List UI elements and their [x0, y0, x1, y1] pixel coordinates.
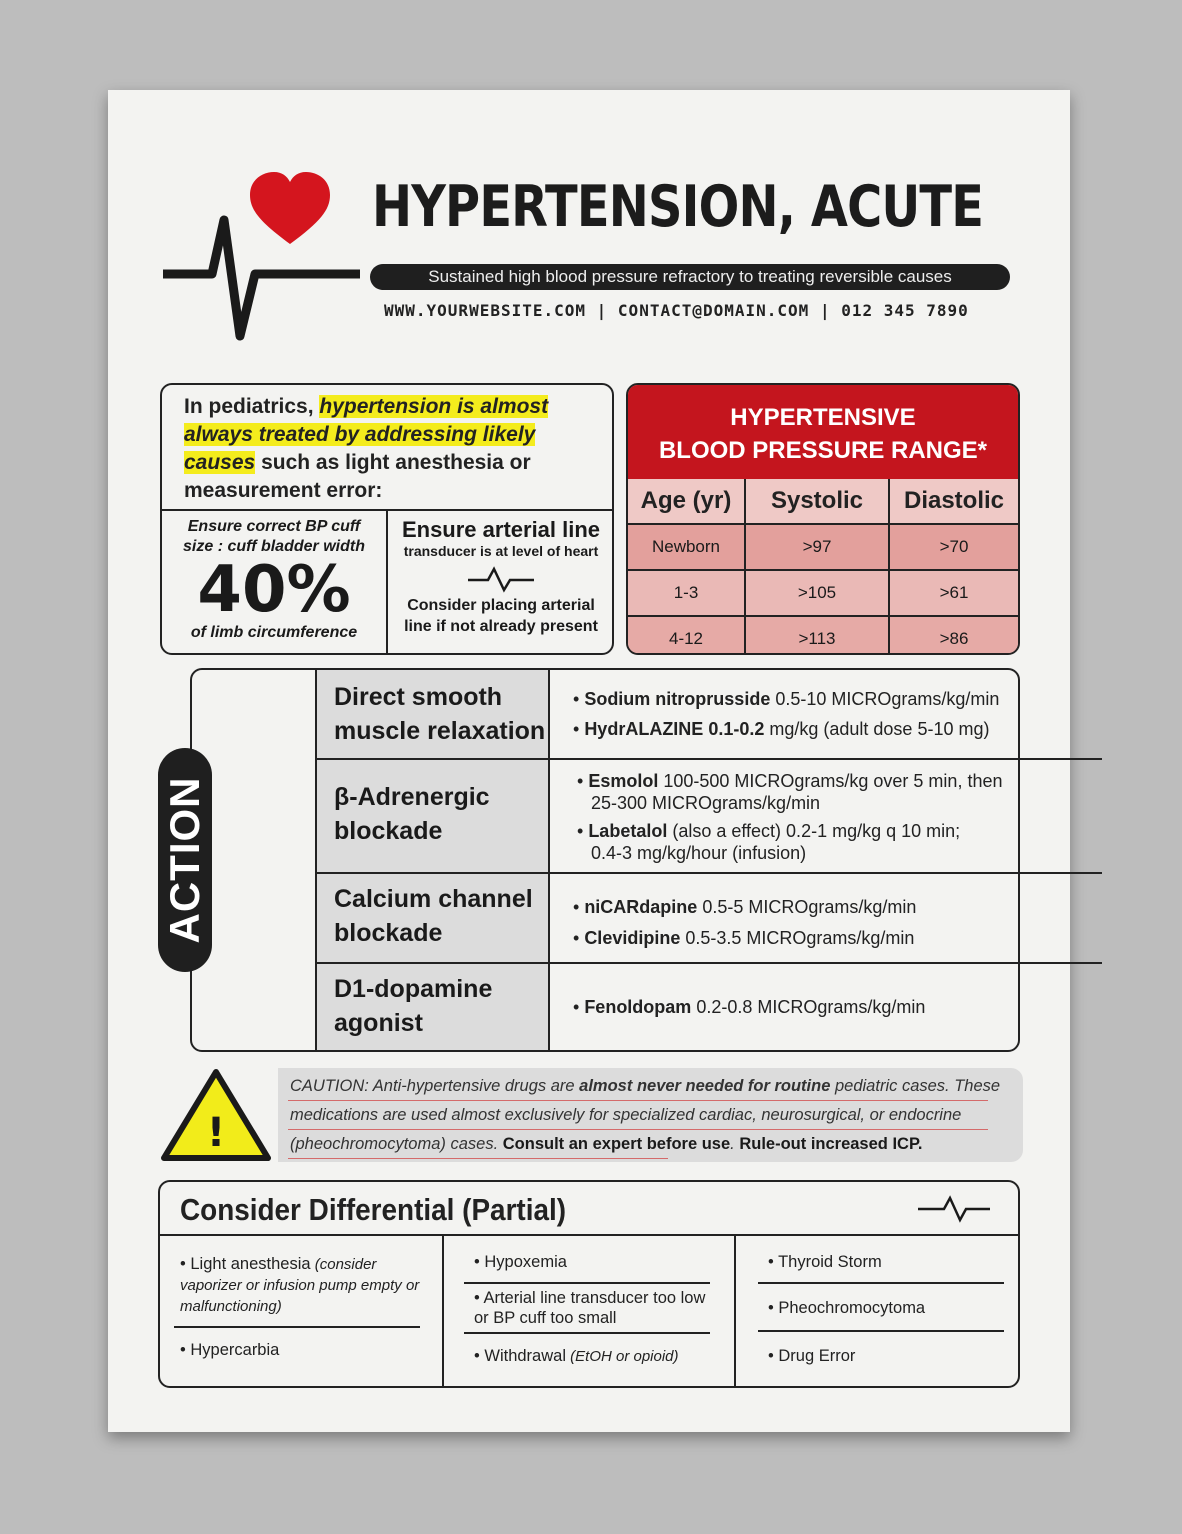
drug-dose: 0.2-0.8 MICROgrams/kg/min: [691, 997, 926, 1017]
intro-post: such as light anesthesia or measurement error:: [184, 451, 531, 502]
bp-range-header: [628, 385, 1018, 479]
diff-item: • Arterial line transducer too low or BP cuff too small: [474, 1289, 706, 1327]
action-table: [190, 668, 1020, 1052]
drug-item: • Esmolol 100-500 MICROgrams/kg over 5 min, then 25-300 MICROgrams/kg/min: [577, 771, 1003, 813]
bp-cell: >105: [745, 570, 889, 616]
differential-box: [158, 1180, 1020, 1388]
heart-icon: [250, 172, 330, 244]
caution-l1a: CAUTION: Anti-hypertensive drugs are: [290, 1077, 580, 1095]
action-label: [158, 748, 212, 972]
bp-cell: >113: [745, 616, 889, 655]
diff-item: • Pheochromocytoma: [768, 1299, 926, 1317]
category-line: D1-dopamine: [334, 975, 493, 1003]
cuff-percent: 40%: [197, 553, 351, 627]
arterial-section: [390, 517, 612, 637]
drug-name: niCARdapine: [584, 897, 698, 917]
drug-name: Esmolol: [588, 771, 659, 791]
bp-cell: 4-12: [628, 616, 745, 655]
action-category: [315, 874, 550, 962]
action-category: [315, 964, 550, 1050]
differential-header: [160, 1182, 1018, 1236]
drug-item: • HydrALAZINE 0.1-0.2 mg/kg (adult dose 5-10 mg): [573, 719, 990, 739]
caution-l3c: .: [730, 1135, 740, 1153]
intro-box: [160, 383, 614, 655]
drug-item: • Fenoldopam 0.2-0.8 MICROgrams/kg/min: [573, 997, 926, 1017]
drug-name: Clevidipine: [584, 928, 681, 948]
diff-item: • Drug Error: [768, 1347, 856, 1365]
diff-item: • Hypercarbia: [180, 1341, 280, 1359]
action-category: [315, 760, 550, 872]
drug-item: • Labetalol (also a effect) 0.2-1 mg/kg q 10 min; 0.4-3 mg/kg/hour (infusion): [577, 821, 961, 863]
bp-cell: >70: [889, 524, 1018, 570]
category-line: agonist: [334, 1009, 423, 1037]
diff-item-note: (EtOH or opioid): [565, 1348, 679, 1365]
drug-dose: 0.5-5 MICROgrams/kg/min: [697, 897, 917, 917]
arterial-sub: transducer is at level of heart: [403, 543, 599, 559]
pulse-line-icon: [163, 220, 360, 336]
intro-pre: In pediatrics,: [184, 395, 320, 418]
caution-l1c: pediatric cases. These: [830, 1077, 1001, 1095]
diff-item-text: Hypercarbia: [190, 1341, 280, 1359]
bp-header-row: [628, 479, 1018, 524]
bp-cell: >86: [939, 629, 969, 648]
diff-separator: [758, 1282, 1004, 1284]
cuff-line2: size : cuff bladder width: [183, 538, 365, 555]
arterial-title: Ensure arterial line: [401, 517, 601, 542]
category-line: muscle relaxation: [334, 717, 546, 745]
drug-dose: 0.5-10 MICROgrams/kg/min: [770, 689, 1000, 709]
diff-col-divider: [734, 1236, 736, 1388]
intro-highlight: hypertension is almost always treated by addressing likely causes: [184, 395, 549, 474]
col-age: Age (yr): [628, 479, 745, 524]
bp-cell: >97: [745, 524, 889, 570]
cuff-line3: of limb circumference: [190, 624, 358, 641]
diff-item-text: Hypoxemia: [484, 1253, 567, 1271]
poster-sheet: [108, 90, 1070, 1432]
diff-item: • Hypoxemia: [474, 1253, 567, 1271]
diff-item-text: Drug Error: [778, 1347, 856, 1365]
bp-table: [628, 479, 1018, 655]
caution-l3b: Consult an expert before use: [502, 1135, 731, 1153]
diff-item-text: Arterial line transducer too low or BP cuff too small: [474, 1289, 706, 1327]
bp-range-table: [626, 383, 1020, 655]
cuff-line1: Ensure correct BP cuff: [187, 518, 361, 535]
caution-underline: [288, 1129, 988, 1130]
diff-separator: [174, 1326, 420, 1328]
bp-row: [628, 524, 1018, 570]
pulse-icon: [466, 563, 536, 593]
diff-separator: [758, 1330, 1004, 1332]
caution-underline: [288, 1158, 668, 1159]
action-row-dopamine: [315, 964, 1102, 1050]
diff-item-text: Light anesthesia: [190, 1255, 311, 1273]
drug-name: Labetalol: [588, 821, 668, 841]
bp-title1: HYPERTENSIVE: [730, 404, 916, 431]
diff-item-note: (consider vaporizer or infusion pump empty or malfunctioning): [180, 1256, 420, 1315]
warning-icon: [158, 1066, 274, 1164]
caution-l3d: Rule-out increased ICP.: [739, 1135, 923, 1153]
drug-dose-cont: 0.4-3 mg/kg/hour (infusion): [591, 843, 807, 863]
caution-box: [278, 1068, 1023, 1162]
category-line: Calcium channel: [334, 885, 533, 913]
action-category: [315, 670, 550, 758]
bp-cell: 1-3: [628, 570, 745, 616]
drug-dose: mg/kg (adult dose 5-10 mg): [764, 719, 990, 739]
diff-item-text: Thyroid Storm: [778, 1253, 882, 1271]
diff-item: • Withdrawal (EtOH or opioid): [474, 1347, 679, 1365]
action-row-beta-blockade: [315, 760, 1102, 874]
subtitle-bar: Sustained high blood pressure refractory to treating reversible causes: [370, 264, 1010, 290]
diff-item: • Light anesthesia (consider vaporizer or infusion pump empty or malfunctioning): [180, 1255, 420, 1315]
drug-name: HydrALAZINE 0.1-0.2: [584, 719, 765, 739]
bp-cell: >61: [889, 570, 1018, 616]
drug-item: • Clevidipine 0.5-3.5 MICROgrams/kg/min: [573, 928, 915, 948]
caution-underline: [288, 1100, 988, 1101]
pulse-icon: [916, 1194, 992, 1224]
drug-dose-cont: 25-300 MICROgrams/kg/min: [591, 793, 821, 813]
diff-separator: [464, 1282, 710, 1284]
cuff-section: [162, 517, 386, 643]
drug-dose: 0.5-3.5 MICROgrams/kg/min: [680, 928, 915, 948]
action-row-smooth-muscle: [315, 670, 1102, 760]
caution-line2: medications are used almost exclusively for specialized cardiac, neurosurgical, or endocrine: [290, 1106, 962, 1124]
action-label-text: ACTION: [161, 776, 208, 944]
col-diastolic: Diastolic: [889, 479, 1018, 524]
intro-text: [184, 393, 604, 505]
drug-item: • niCARdapine 0.5-5 MICROgrams/kg/min: [573, 897, 917, 917]
bp-title2: BLOOD PRESSURE RANGE*: [658, 437, 988, 464]
caution-line1: [290, 1072, 1012, 1101]
heart-pulse-logo: [160, 170, 360, 345]
drug-dose: 100-500 MICROgrams/kg over 5 min, then: [658, 771, 1003, 791]
caution-l3a: (pheochromocytoma) cases.: [290, 1135, 503, 1153]
differential-title: Consider Differential (Partial): [180, 1192, 567, 1227]
bp-cell: Newborn: [628, 524, 745, 570]
arterial-note2: line if not already present: [404, 618, 598, 635]
drug-item: • Sodium nitroprusside 0.5-10 MICROgrams/kg/min: [573, 689, 1000, 709]
caution-line3: [290, 1130, 1012, 1159]
warning-exclamation: !: [206, 1110, 226, 1156]
category-line: blockade: [334, 817, 443, 845]
category-line: Direct smooth: [334, 683, 503, 711]
diff-col-divider: [442, 1236, 444, 1388]
category-line: blockade: [334, 919, 443, 947]
contact-info: WWW.YOURWEBSITE.COM | CONTACT@DOMAIN.COM | 012 345 7890: [384, 301, 969, 320]
intro-col-divider: [386, 509, 388, 653]
page-title: HYPERTENSION, ACUTE: [372, 174, 984, 240]
diff-item-text: Pheochromocytoma: [778, 1299, 926, 1317]
diff-separator: [464, 1332, 710, 1334]
drug-dose: (also a effect) 0.2-1 mg/kg q 10 min;: [667, 821, 961, 841]
bp-row: [628, 570, 1018, 616]
action-row-calcium-channel: [315, 874, 1102, 964]
diff-item: • Thyroid Storm: [768, 1253, 882, 1271]
diff-item-text: Withdrawal: [484, 1347, 566, 1365]
arterial-note1: Consider placing arterial: [407, 597, 595, 614]
bp-row: [628, 616, 1018, 655]
col-systolic: Systolic: [745, 479, 889, 524]
caution-l1b: almost never needed for routine: [579, 1077, 831, 1095]
drug-name: Sodium nitroprusside: [584, 689, 771, 709]
caution-text: [290, 1072, 1012, 1159]
category-line: β-Adrenergic: [334, 783, 490, 811]
drug-name: Fenoldopam: [584, 997, 692, 1017]
